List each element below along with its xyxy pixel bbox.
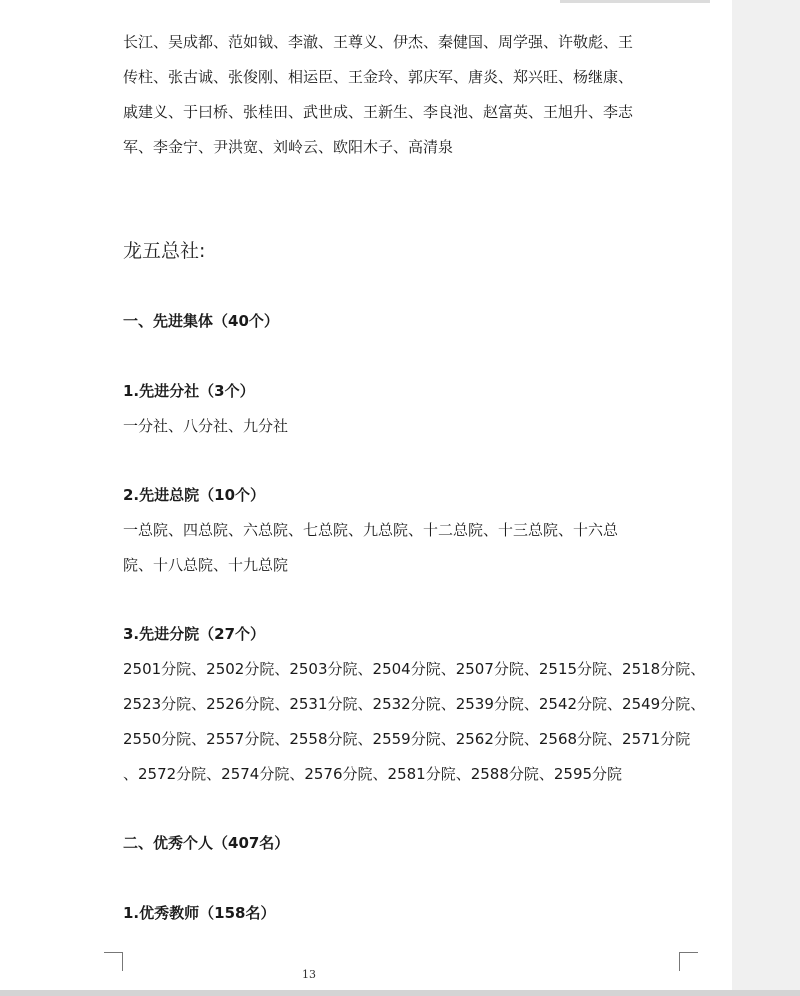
page-top-tab: [560, 0, 710, 3]
name-list-line-3: 戚建义、于曰桥、张桂田、武世成、王新生、李良池、赵富英、王旭升、李志: [123, 103, 634, 121]
subsection-3-line-3: 2550分院、2557分院、2558分院、2559分院、2562分院、2568分院、2571分院: [123, 730, 691, 748]
name-list-line-1: 长江、吴成都、范如钺、李澈、王尊义、伊杰、秦健国、周学强、许敬彪、王: [123, 33, 634, 51]
subsection-3-line-4: 、2572分院、2574分院、2576分院、2581分院、2588分院、2595分院: [123, 765, 623, 783]
section-2-subsection-1-title: 1.优秀教师（158名）: [123, 904, 276, 922]
subsection-3-line-1: 2501分院、2502分院、2503分院、2504分院、2507分院、2515分院、2518分院、: [123, 660, 706, 678]
viewer-background-strip: [732, 0, 800, 996]
subsection-3-title: 3.先进分院（27个）: [123, 625, 266, 643]
org-heading: 龙五总社:: [123, 240, 206, 262]
section-1-title: 一、先进集体（40个）: [123, 312, 279, 330]
section-2-title: 二、优秀个人（407名）: [123, 834, 290, 852]
name-list-line-4: 军、李金宁、尹洪宽、刘岭云、欧阳木子、高清泉: [123, 138, 454, 156]
subsection-2-title: 2.先进总院（10个）: [123, 486, 266, 504]
subsection-1-title: 1.先进分社（3个）: [123, 382, 255, 400]
subsection-1-line-1: 一分社、八分社、九分社: [123, 417, 289, 435]
name-list-line-2: 传柱、张古诚、张俊刚、相运臣、王金玲、郭庆军、唐炎、郑兴旺、杨继康、: [123, 68, 634, 86]
subsection-2-line-1: 一总院、四总院、六总院、七总院、九总院、十二总院、十三总院、十六总: [123, 521, 619, 539]
subsection-2-line-2: 院、十八总院、十九总院: [123, 556, 289, 574]
page-corner-mark-right: [679, 952, 698, 971]
viewer-bottom-bar: [0, 990, 800, 996]
subsection-3-line-2: 2523分院、2526分院、2531分院、2532分院、2539分院、2542分院、2549分院、: [123, 695, 706, 713]
page-corner-mark-left: [104, 952, 123, 971]
page-number: 13: [302, 968, 316, 981]
